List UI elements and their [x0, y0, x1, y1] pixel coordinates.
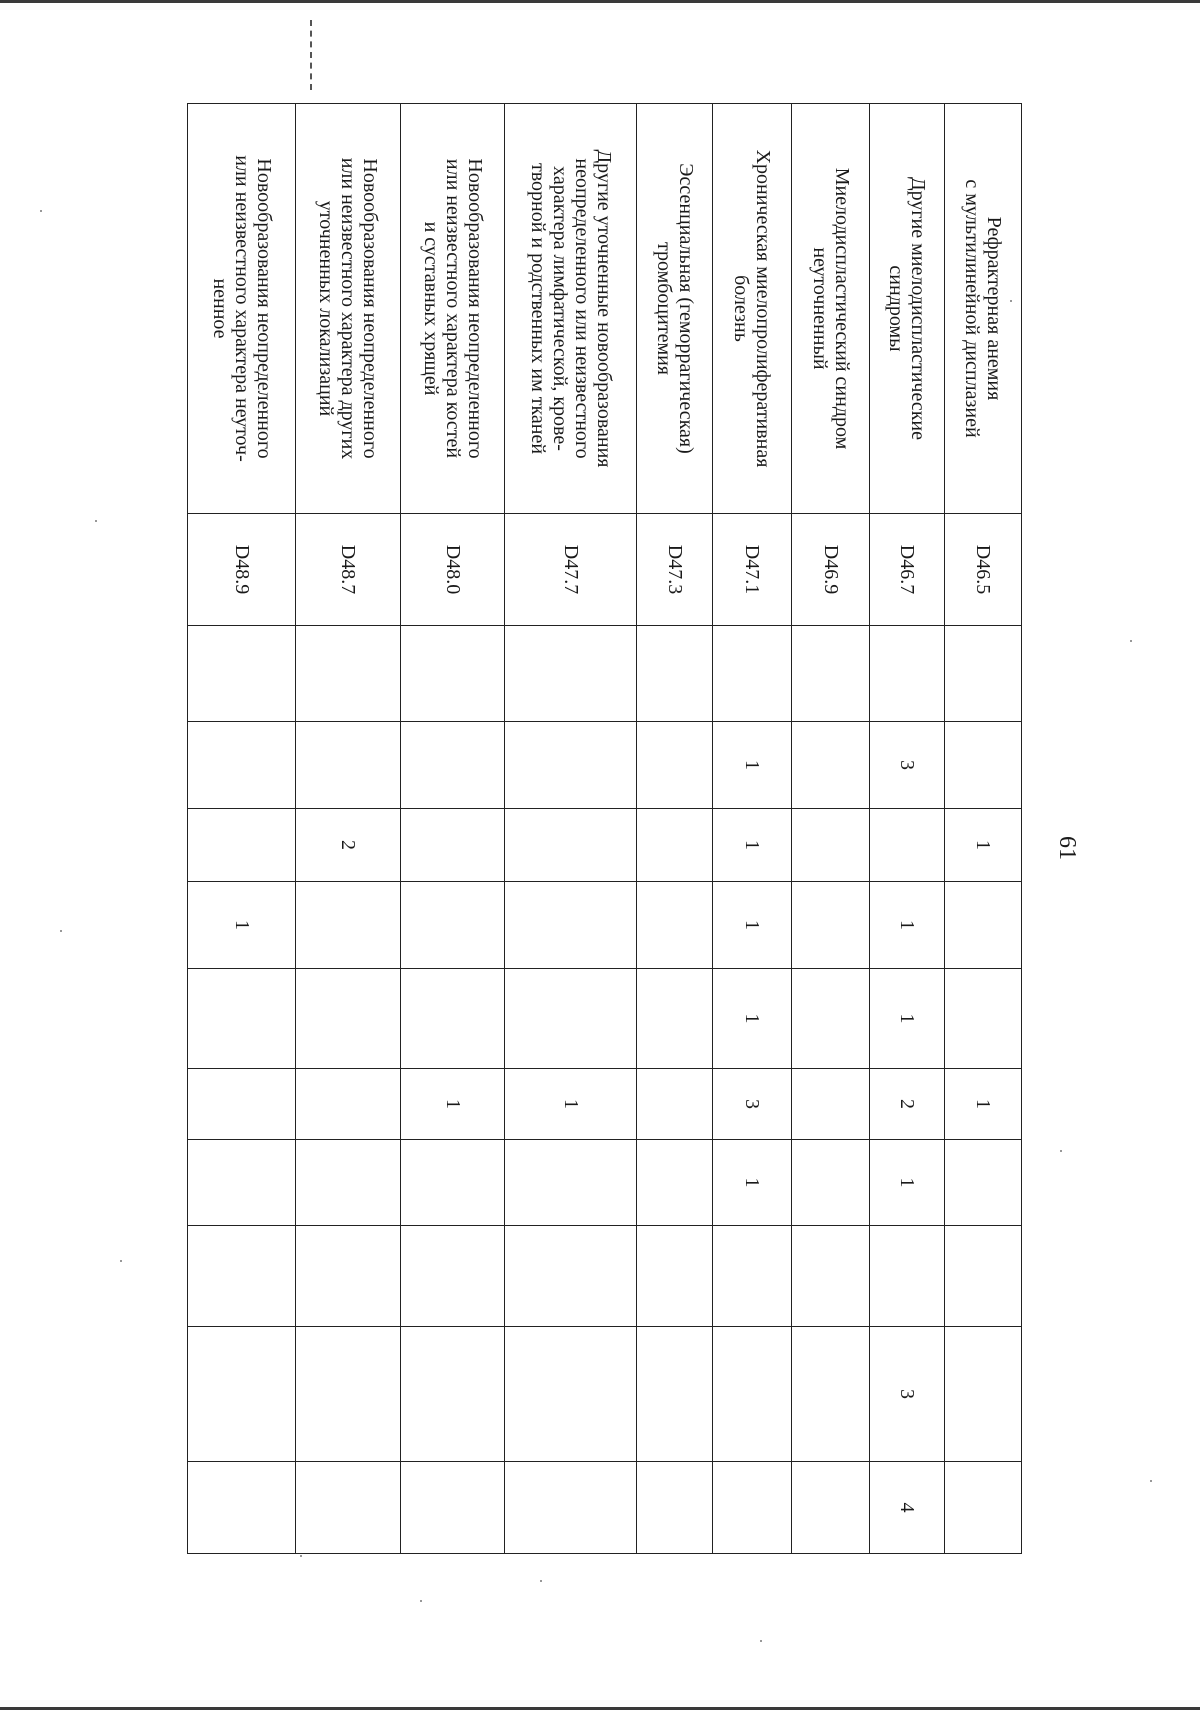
count-cell: [188, 722, 296, 809]
table-row: [296, 104, 401, 1554]
diagnosis-name-line: Миелодиспластический синдром: [830, 167, 853, 450]
count-cell: [792, 1327, 870, 1462]
diagnosis-name-cell: [401, 104, 505, 514]
table-row: [870, 104, 945, 1554]
diagnosis-name-cell: [637, 104, 712, 514]
diagnosis-name-cell: [505, 104, 637, 514]
count-cell: [296, 1140, 401, 1226]
count-cell: [637, 969, 712, 1069]
diagnosis-name-line: творной и родственных им тканей: [526, 162, 549, 455]
count-cell: [712, 1462, 792, 1554]
diagnosis-name-line: ненное: [208, 278, 231, 339]
diagnosis-name-line: неопределенного или неизвестного: [570, 158, 593, 459]
count-cell: [296, 722, 401, 809]
count-cell: [637, 1069, 712, 1140]
count-cell: [945, 1140, 1022, 1226]
diagnosis-name-line: или неизвестного характера костей: [441, 158, 464, 459]
count-cell: [792, 1226, 870, 1327]
diagnosis-name-line: Рефрактерная анемия: [983, 216, 1006, 401]
count-cell: 1: [712, 722, 792, 809]
count-cell: [296, 626, 401, 722]
count-cell: 3: [870, 722, 945, 809]
count-cell: [945, 1327, 1022, 1462]
diagnosis-table: [187, 103, 1022, 1554]
scan-edge-top: [0, 0, 1200, 3]
count-cell: [401, 722, 505, 809]
icd-code-cell: D47.1: [712, 514, 792, 626]
diagnosis-name-line: Другие миелодиспластические: [907, 176, 930, 441]
count-cell: 1: [870, 969, 945, 1069]
count-cell: [792, 1462, 870, 1554]
count-cell: [712, 1327, 792, 1462]
diagnosis-name-cell: [792, 104, 870, 514]
icd-code-cell: D46.5: [945, 514, 1022, 626]
count-cell: [637, 1226, 712, 1327]
count-cell: [188, 1226, 296, 1327]
count-cell: [401, 1140, 505, 1226]
diagnosis-name-line: или неизвестного характера других: [337, 157, 360, 460]
count-cell: [870, 1226, 945, 1327]
diagnosis-name-line: Новообразования неопределенного: [463, 158, 486, 459]
count-cell: [296, 969, 401, 1069]
count-cell: [945, 1226, 1022, 1327]
count-cell: [637, 1462, 712, 1554]
table-row: [792, 104, 870, 1554]
count-cell: [505, 882, 637, 969]
count-cell: [870, 809, 945, 882]
count-cell: [637, 722, 712, 809]
count-cell: [188, 809, 296, 882]
count-cell: [792, 1140, 870, 1226]
count-cell: [792, 969, 870, 1069]
diagnosis-name-line: Эссенциальная (геморрагическая): [674, 163, 697, 454]
page-number: 61: [1054, 836, 1080, 860]
icd-code-cell: D47.7: [505, 514, 637, 626]
margin-dash-marks: [310, 20, 312, 90]
table-row: [712, 104, 792, 1554]
count-cell: 1: [870, 1140, 945, 1226]
count-cell: [637, 1327, 712, 1462]
diagnosis-name-line: или неизвестного характера неуточ-: [230, 155, 253, 462]
count-cell: [945, 882, 1022, 969]
diagnosis-name-line: Хроническая миелопролиферативная: [752, 149, 775, 468]
icd-code-cell: D46.7: [870, 514, 945, 626]
diagnosis-name-line: Новообразования неопределенного: [252, 158, 275, 459]
count-cell: [792, 809, 870, 882]
count-cell: [401, 1462, 505, 1554]
count-cell: [505, 809, 637, 882]
count-cell: [637, 882, 712, 969]
count-cell: [505, 1140, 637, 1226]
count-cell: [296, 1327, 401, 1462]
count-cell: [505, 1327, 637, 1462]
count-cell: [188, 1327, 296, 1462]
count-cell: 2: [296, 809, 401, 882]
count-cell: [637, 626, 712, 722]
diagnosis-name-line: Новообразования неопределенного: [359, 158, 382, 459]
table-row: [188, 104, 296, 1554]
count-cell: 1: [401, 1069, 505, 1140]
count-cell: [505, 1462, 637, 1554]
table-row: [401, 104, 505, 1554]
count-cell: [792, 1069, 870, 1140]
table-row: [945, 104, 1022, 1554]
icd-code-cell: D48.7: [296, 514, 401, 626]
count-cell: [637, 1140, 712, 1226]
count-cell: [945, 1462, 1022, 1554]
count-cell: [296, 1069, 401, 1140]
count-cell: 1: [505, 1069, 637, 1140]
count-cell: [712, 1226, 792, 1327]
count-cell: 4: [870, 1462, 945, 1554]
count-cell: [188, 1140, 296, 1226]
count-cell: [712, 626, 792, 722]
count-cell: [188, 1069, 296, 1140]
diagnosis-name-cell: [945, 104, 1022, 514]
diagnosis-name-line: уточненных локализаций: [315, 200, 338, 417]
diagnosis-name-cell: [296, 104, 401, 514]
count-cell: 1: [945, 809, 1022, 882]
count-cell: [188, 969, 296, 1069]
count-cell: 1: [870, 882, 945, 969]
diagnosis-name-line: характера лимфатической, крове-: [548, 166, 571, 451]
count-cell: 1: [712, 809, 792, 882]
count-cell: 1: [712, 969, 792, 1069]
icd-code-cell: D48.0: [401, 514, 505, 626]
table-row: [637, 104, 712, 1554]
count-cell: [505, 969, 637, 1069]
rotated-table-wrapper: [187, 103, 1022, 1553]
diagnosis-name-line: тромбоцитемия: [652, 241, 675, 376]
count-cell: [870, 626, 945, 722]
count-cell: 1: [188, 882, 296, 969]
count-cell: [505, 626, 637, 722]
count-cell: [945, 969, 1022, 1069]
count-cell: 1: [945, 1069, 1022, 1140]
icd-code-cell: D47.3: [637, 514, 712, 626]
diagnosis-name-cell: [712, 104, 792, 514]
count-cell: [401, 1226, 505, 1327]
count-cell: [505, 1226, 637, 1327]
count-cell: 3: [712, 1069, 792, 1140]
diagnosis-name-line: неуточненный: [808, 247, 831, 370]
diagnosis-name-line: синдромы: [885, 265, 908, 352]
count-cell: [401, 809, 505, 882]
count-cell: 3: [870, 1327, 945, 1462]
diagnosis-name-line: и суставных хрящей: [419, 221, 442, 396]
diagnosis-name-cell: [188, 104, 296, 514]
count-cell: 1: [712, 1140, 792, 1226]
count-cell: [792, 722, 870, 809]
count-cell: 2: [870, 1069, 945, 1140]
count-cell: [945, 722, 1022, 809]
count-cell: [637, 809, 712, 882]
count-cell: [401, 1327, 505, 1462]
count-cell: [296, 1226, 401, 1327]
count-cell: [188, 1462, 296, 1554]
diagnosis-name-line: с мультилинейной дисплазией: [961, 179, 984, 438]
count-cell: [792, 626, 870, 722]
icd-code-cell: D46.9: [792, 514, 870, 626]
count-cell: [401, 882, 505, 969]
count-cell: [188, 626, 296, 722]
count-cell: [505, 722, 637, 809]
table-row: [505, 104, 637, 1554]
count-cell: [296, 1462, 401, 1554]
diagnosis-name-line: Другие уточненные новообразования: [592, 149, 615, 468]
count-cell: [792, 882, 870, 969]
diagnosis-name-cell: [870, 104, 945, 514]
count-cell: 1: [712, 882, 792, 969]
icd-code-cell: D48.9: [188, 514, 296, 626]
diagnosis-name-line: болезнь: [730, 275, 753, 342]
count-cell: [296, 882, 401, 969]
count-cell: [401, 969, 505, 1069]
count-cell: [945, 626, 1022, 722]
count-cell: [401, 626, 505, 722]
